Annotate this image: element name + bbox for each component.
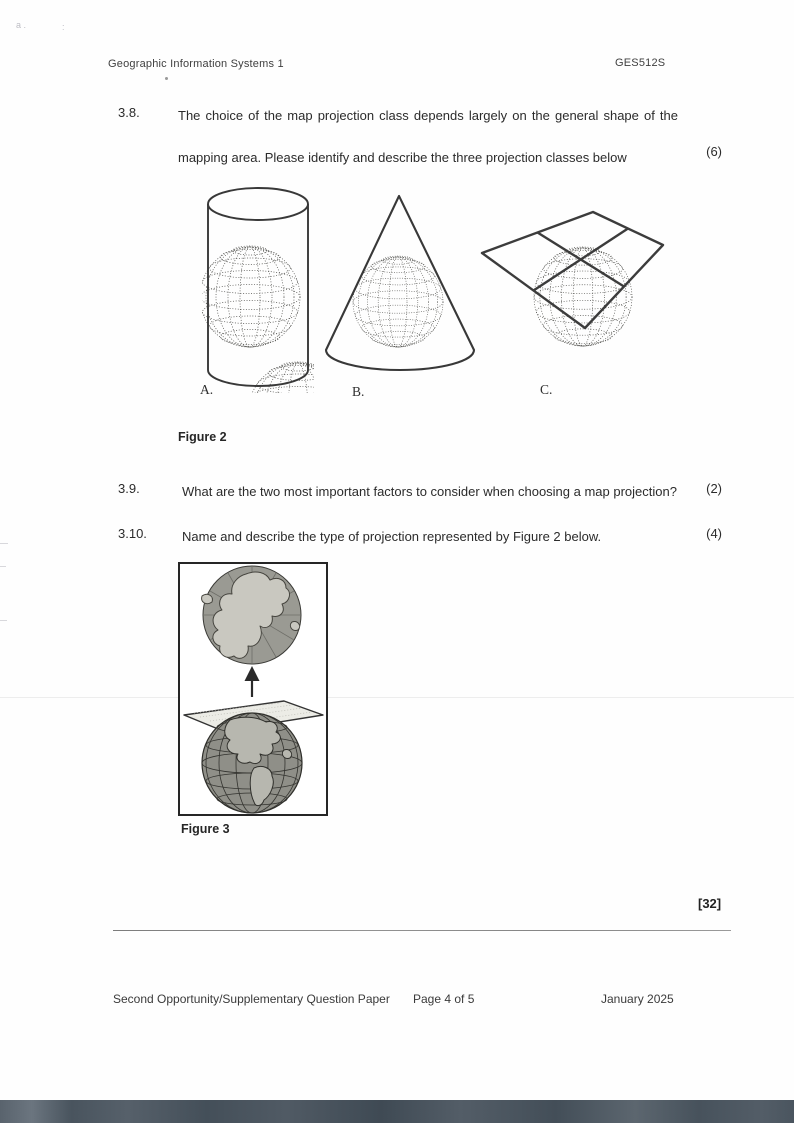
marks-3-9: (2) [706, 481, 722, 496]
globe [202, 713, 302, 813]
section-total-marks: [32] [698, 896, 722, 911]
scan-speck [165, 77, 168, 80]
footer-divider [113, 930, 731, 931]
question-3-8-line2: mapping area. Please identify and describe the three projection classes below [178, 150, 627, 165]
upward-arrow-icon [245, 666, 260, 697]
planar-projection-diagram [478, 205, 678, 355]
polar-map [202, 566, 301, 664]
question-3-8-line1: The choice of the map projection class depends largely on the general shape of the [178, 108, 678, 123]
cylindrical-projection-diagram [202, 181, 314, 393]
question-text-3-10: Name and describe the type of projection represented by Figure 2 below. [182, 529, 602, 544]
question-number-3-8: 3.8. [118, 105, 140, 120]
figure2-caption: Figure 2 [178, 430, 227, 444]
footer-page-number: Page 4 of 5 [413, 992, 475, 1006]
header-course-title: Geographic Information Systems 1 [108, 58, 284, 70]
diagram-label-a: A. [200, 382, 214, 397]
footer-date: January 2025 [601, 992, 674, 1006]
scan-speck: : [62, 22, 65, 32]
question-number-3-9: 3.9. [118, 481, 140, 496]
marks-3-10: (4) [706, 526, 722, 541]
marks-3-8: (6) [706, 144, 722, 159]
scan-edge-mark [0, 543, 8, 544]
scan-speck: a . [16, 20, 27, 30]
figure3-caption: Figure 3 [181, 822, 230, 836]
scan-edge-mark [0, 620, 7, 621]
figure3-image [178, 562, 328, 816]
question-number-3-10: 3.10. [118, 526, 147, 541]
question-text-3-9: What are the two most important factors to consider when choosing a map projection? [182, 484, 677, 499]
footer-paper-title: Second Opportunity/Supplementary Question Paper [113, 992, 390, 1006]
planar-projection-example-diagram [180, 564, 326, 814]
diagram-label-b: B. [352, 384, 365, 399]
scan-streak [0, 697, 794, 698]
header-course-code: GES512S [615, 57, 666, 69]
scanner-edge-artifact [0, 1100, 794, 1123]
conical-projection-diagram [318, 190, 480, 376]
question-text-3-8 [178, 105, 678, 168]
diagram-label-c: C. [540, 382, 553, 397]
scan-edge-mark [0, 566, 6, 567]
